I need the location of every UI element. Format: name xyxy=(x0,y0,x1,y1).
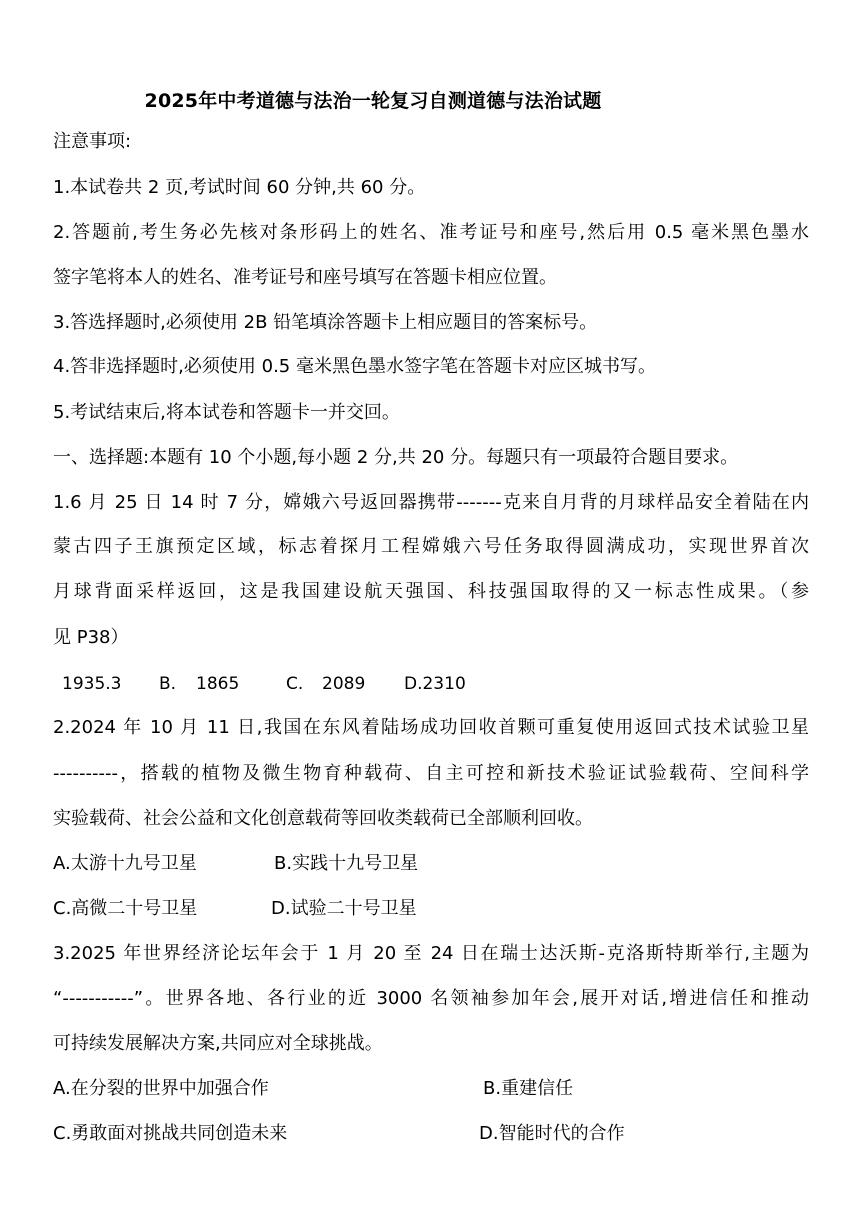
question-3-option-d: D.智能时代的合作 xyxy=(479,1123,625,1144)
question-2-option-a: A.太游十九号卫星 xyxy=(53,853,197,874)
question-3-option-c: C.勇敢面对挑战共同创造未来 xyxy=(53,1123,288,1144)
notice-item-4: 4.答非选择题时,必须使用 0.5 毫米黑色墨水签字笔在答题卡对应区城书写。 xyxy=(53,356,656,377)
question-2-line-3: 实验载荷、社会公益和文化创意载荷等回收类载荷已全部顺利回收。 xyxy=(53,808,593,829)
question-3-line-1: 3.2025 年世界经济论坛年会于 1 月 20 至 24 日在瑞士达沃斯-克洛斯特斯举行,主题为 xyxy=(53,943,809,964)
question-1-line-4: 见 P38） xyxy=(53,627,129,648)
section-heading: 一、选择题:本题有 10 个小题,每小题 2 分,共 20 分。每题只有一项最符合题目要求。 xyxy=(53,447,739,468)
exam-title: 2025年中考道德与法治一轮复习自测道德与法治试题 xyxy=(144,90,602,112)
question-2-line-2: ----------，搭载的植物及微生物育种载荷、自主可控和新技术验证试验载荷、空间科学 xyxy=(53,763,809,784)
question-3-option-a: A.在分裂的世界中加强合作 xyxy=(53,1078,269,1099)
question-3-option-b: B.重建信任 xyxy=(483,1078,574,1099)
notice-item-5: 5.考试结束后,将本试卷和答题卡一并交回。 xyxy=(53,402,400,423)
question-1-option-d: D.2310 xyxy=(404,674,466,694)
question-3-line-3: 可持续发展解决方案,共同应对全球挑战。 xyxy=(53,1033,383,1054)
notice-item-1: 1.本试卷共 2 页,考试时间 60 分钟,共 60 分。 xyxy=(53,177,426,198)
notice-item-3: 3.答选择题时,必须使用 2B 铅笔填涂答题卡上相应题目的答案标号。 xyxy=(53,312,598,333)
notice-heading: 注意事项: xyxy=(53,131,132,152)
question-1-line-1: 1.6 月 25 日 14 时 7 分，嫦娥六号返回器携带-------克来自月背的月球样品安全着陆在内 xyxy=(53,492,809,513)
question-1-option-c: 2089 xyxy=(322,674,366,694)
question-2-option-c: C.高微二十号卫星 xyxy=(53,898,198,919)
notice-item-2: 2.答题前,考生务必先核对条形码上的姓名、准考证号和座号,然后用 0.5 毫米黑色墨水 xyxy=(53,222,809,243)
question-2-option-b: B.实践十九号卫星 xyxy=(274,853,419,874)
question-1-option-c-letter: C. xyxy=(286,674,304,694)
question-1-option-b: 1865 xyxy=(196,674,240,694)
question-2-line-1: 2.2024 年 10 月 11 日,我国在东风着陆场成功回收首颗可重复使用返回式技术试验卫星 xyxy=(53,717,809,738)
question-1-option-b-letter: B. xyxy=(159,674,177,694)
notice-item-2-continued: 签字笔将本人的姓名、准考证号和座号填写在答题卡相应位置。 xyxy=(53,267,557,288)
question-1-line-2: 蒙古四子王旗预定区域，标志着探月工程嫦娥六号任务取得圆满成功，实现世界首次 xyxy=(53,536,809,557)
question-2-option-d: D.试验二十号卫星 xyxy=(271,898,417,919)
question-1-line-3: 月球背面采样返回，这是我国建设航天强国、科技强国取得的又一标志性成果。（参 xyxy=(53,581,809,602)
question-1-option-a: 1935.3 xyxy=(62,674,122,694)
question-3-line-2: “-----------”。世界各地、各行业的近 3000 名领袖参加年会,展开对话,增进信任和推动 xyxy=(53,988,809,1009)
